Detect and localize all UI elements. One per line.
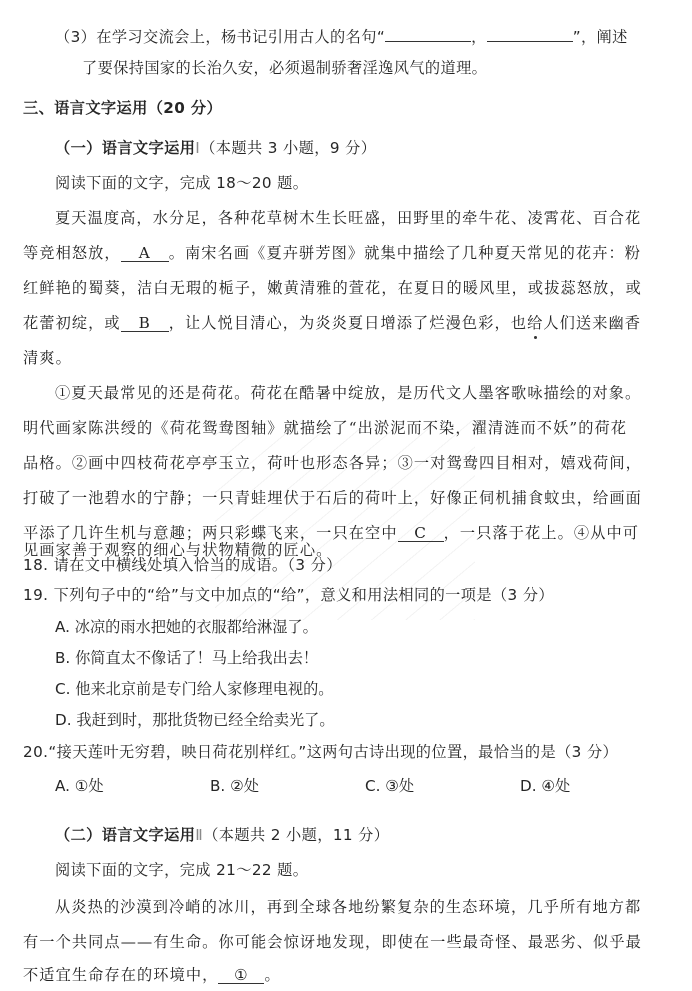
blank-a[interactable]: A [121, 243, 169, 262]
question-19 [23, 585, 554, 605]
question-text: 请在文中横线处填入恰当的成语。（3 分） [53, 556, 342, 574]
passage-2-line-3: 品格。②画中四枝荷花亭亭玉立，荷叶也形态各异；③一对鸳鸯四目相对，嬉戏荷间， [23, 454, 642, 472]
q19-option-d[interactable] [55, 710, 335, 730]
passage-text: 花蕾初绽，或 [23, 314, 121, 332]
q3-suffix: ”，阐述 [572, 28, 628, 46]
passage-text: 。南宋名画《夏卉骈芳图》就集中描绘了几种夏天常见的花卉：粉 [168, 244, 642, 262]
q19-option-a[interactable] [55, 617, 318, 637]
option-label: B. [210, 777, 226, 795]
part-2-passage-line-3 [23, 965, 281, 985]
option-text: 我赶到时，那批货物已经全给卖光了。 [76, 711, 335, 729]
part-1-instruction: 阅读下面的文字，完成 18～20 题。 [55, 174, 309, 192]
question-text: 下列句子中的“给”与文中加点的“给”，意义和用法相同的一项是（3 分） [53, 586, 554, 604]
question-number: 18. [23, 556, 49, 574]
passage-text: 人们送来幽香 [543, 314, 642, 332]
passage-text: ，一只落于花上。④从中可 [443, 524, 640, 542]
passage-1-line-5: 清爽。 [23, 349, 72, 367]
passage-1-line-3: 红鲜艳的蜀葵，洁白无瑕的栀子，嫩黄清雅的萱花，在夏日的暖风里，或拔蕊怒放，或 [23, 279, 642, 297]
part-2-title [55, 825, 389, 845]
q20-option-b[interactable] [210, 776, 259, 796]
part-2-instruction: 阅读下面的文字，完成 21～22 题。 [55, 861, 309, 879]
question-18 [23, 555, 342, 575]
passage-2-line-4: 打破了一池碧水的宁静；一只青蛙埋伏于石后的荷叶上，好像正伺机捕食蚊虫，给画面 [23, 489, 642, 507]
option-text: 你简直太不像话了！马上给我出去！ [75, 649, 319, 667]
option-label: A. [55, 618, 70, 636]
blank-1[interactable]: ① [218, 965, 264, 984]
part-2-title-rest: （本题共 2 小题，11 分） [203, 826, 390, 844]
q20-option-a[interactable] [55, 776, 104, 796]
q3-line-2: 了要保持国家的长治久安，必须遏制骄奢淫逸风气的道理。 [82, 59, 488, 77]
passage-2-line-2: 明代画家陈洪绶的《荷花鸳鸯图轴》就描绘了“出淤泥而不染，濯清涟而不妖”的荷花 [23, 419, 628, 437]
question-text: “接天莲叶无穷碧，映日荷花别样红。”这两句古诗出现的位置，最恰当的是（3 分） [48, 743, 619, 761]
option-text: 冰凉的雨水把她的衣服都给淋湿了。 [74, 618, 318, 636]
passage-1-line-2 [23, 243, 641, 263]
q3-line-1 [55, 23, 628, 47]
option-text: ①处 [74, 777, 104, 795]
option-text: 他来北京前是专门给人家修理电视的。 [75, 680, 334, 698]
question-20 [23, 742, 618, 762]
option-text: ③处 [385, 777, 415, 795]
passage-text: 。 [264, 966, 281, 984]
option-label: C. [365, 777, 381, 795]
part-1-roman: Ⅰ [195, 139, 201, 157]
part-2-roman: Ⅱ [195, 826, 204, 844]
blank-b[interactable]: B [121, 313, 169, 332]
passage-text: 等竞相怒放， [23, 244, 121, 262]
part-2-title-bold: （二）语言文字运用 [55, 826, 196, 844]
part-2-passage-line-1: 从炎热的沙漠到冷峭的冰川，再到全球各地纷繁复杂的生态环境，几乎所有地方都 [55, 898, 642, 916]
q3-blank-1[interactable] [385, 23, 471, 42]
question-number: 19. [23, 586, 49, 604]
q19-option-c[interactable] [55, 679, 333, 699]
option-label: B. [55, 649, 71, 667]
passage-text: 平添了几许生机与意趣；两只彩蝶飞来，一只在空中 [23, 524, 398, 542]
blank-c[interactable]: C [398, 523, 444, 542]
q3-prefix: （3）在学习交流会上，杨书记引用古人的名句“ [55, 28, 386, 46]
q20-option-d[interactable] [520, 776, 570, 796]
passage-text: ，让人悦目清心，为炎炎夏日增添了烂漫色彩，也 [168, 314, 528, 332]
option-label: A. [55, 777, 70, 795]
q3-blank-2[interactable] [487, 23, 573, 42]
passage-2-line-1: ①夏天最常见的还是荷花。荷花在酷暑中绽放，是历代文人墨客歌咏描绘的对象。 [55, 384, 642, 402]
passage-1-line-4 [23, 313, 641, 333]
option-label: C. [55, 680, 71, 698]
option-text: ②处 [230, 777, 259, 795]
passage-2-line-6: 见画家善于观察的细心与状物精微的匠心。 [23, 541, 333, 559]
option-label: D. [520, 777, 537, 795]
part-1-title [55, 138, 376, 158]
section-3-title: 三、语言文字运用（20 分） [23, 99, 223, 117]
q3-separator: ， [471, 28, 487, 46]
passage-text: 不适宜生命存在的环境中， [23, 966, 219, 984]
part-2-passage-line-2: 有一个共同点——有生命。你可能会惊讶地发现，即使在一些最奇怪、最恶劣、似乎最 [23, 933, 642, 951]
emphasized-char-gei: 给 [527, 314, 544, 332]
part-1-title-rest: （本题共 3 小题，9 分） [200, 139, 377, 157]
question-number: 20. [23, 743, 49, 761]
option-label: D. [55, 711, 72, 729]
q19-option-b[interactable] [55, 648, 318, 668]
passage-1-line-1: 夏天温度高，水分足，各种花草树木生长旺盛，田野里的牵牛花、凌霄花、百合花 [55, 209, 642, 227]
part-1-title-bold: （一）语言文字运用 [55, 139, 196, 157]
option-text: ④处 [541, 777, 571, 795]
q20-option-c[interactable] [365, 776, 414, 796]
